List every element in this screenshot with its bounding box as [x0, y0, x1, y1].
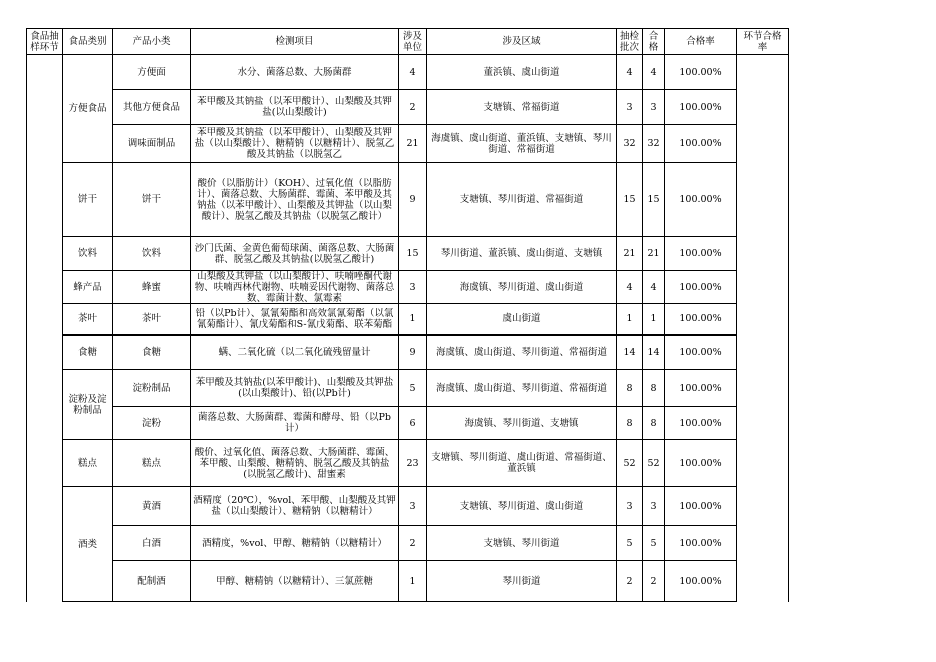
batches-cell: 4: [617, 55, 643, 90]
rate-cell: 100.00%: [665, 487, 737, 526]
rate-cell: 100.00%: [665, 55, 737, 90]
rate-cell: 100.00%: [665, 90, 737, 125]
items-text: 苯甲酸及其钠盐（以苯甲酸计）、山梨酸及其钾盐(以山梨酸计): [197, 96, 392, 118]
regions-cell: 琴川街道、董浜镇、虞山街道、支塘镇: [427, 237, 617, 271]
subcategory-cell: 饮料: [113, 237, 191, 271]
batches-cell: 1: [617, 304, 643, 335]
rate-cell: 100.00%: [665, 526, 737, 561]
subcategory-cell: 糕点: [113, 440, 191, 487]
table-row: [27, 561, 789, 602]
passed-cell: 52: [643, 440, 665, 487]
units-cell: 9: [399, 335, 427, 370]
rate-cell: 100.00%: [665, 370, 737, 407]
regions-cell: 琴川街道: [427, 561, 617, 602]
items-cell: [191, 90, 399, 125]
batches-cell: 15: [617, 163, 643, 237]
items-cell: 螨、二氧化硫（以二氧化硫残留量计: [191, 335, 399, 370]
items-cell: [191, 271, 399, 304]
items-text: 酸价（以脂肪计）（KOH）、过氧化值（以脂肪计）、菌落总数、大肠菌群、霉菌、苯甲酸及其钠盐（以苯甲酸计）、山梨酸及其钾盐（以山梨酸计）、脱氢乙酸及其钠盐（以脱氢乙酸计）: [197, 177, 392, 222]
table-row: [27, 370, 789, 407]
header-category: 食品类别: [63, 29, 113, 55]
units-cell: 6: [399, 407, 427, 440]
passed-cell: 4: [643, 271, 665, 304]
batches-cell: 3: [617, 487, 643, 526]
table-row: [27, 440, 789, 487]
subcategory-cell: 配制酒: [113, 561, 191, 602]
table-row: [27, 526, 789, 561]
passed-cell: 8: [643, 370, 665, 407]
units-cell: 23: [399, 440, 427, 487]
items-text: 铅（以Pb计）、氯氰菊酯和高效氯氰菊酯（以氯氰菊酯计）、氰戊菊酯和S-氰戊菊酯、联苯菊酯: [195, 307, 394, 330]
batches-cell: 5: [617, 526, 643, 561]
header-stage: 食品抽样环节: [27, 29, 63, 55]
units-cell: 21: [399, 125, 427, 163]
header-rate: 合格率: [665, 29, 737, 55]
header-subcategory: 产品小类: [113, 29, 191, 55]
subcategory-cell: 食糖: [113, 335, 191, 370]
passed-cell: 2: [643, 561, 665, 602]
regions-cell: 支塘镇、琴川街道、虞山街道: [427, 487, 617, 526]
rate-cell: 100.00%: [665, 561, 737, 602]
header-stage-rate: 环节合格率: [737, 29, 789, 55]
subcategory-cell: 饼干: [113, 163, 191, 237]
header-units: 涉及单位: [399, 29, 427, 55]
items-cell: [191, 163, 399, 237]
batches-cell: 4: [617, 271, 643, 304]
table-row: [27, 487, 789, 526]
passed-cell: 8: [643, 407, 665, 440]
items-text: 山梨酸及其钾盐（以山梨酸计）、呋喃唑酮代谢物、呋喃西林代谢物、呋喃妥因代谢物、菌落总数、霉菌计数、氯霉素: [194, 271, 395, 303]
category-cell: 食糖: [63, 335, 113, 370]
batches-cell: 8: [617, 407, 643, 440]
items-text: 苯甲酸及其钠盐（以苯甲酸计）、山梨酸及其钾盐（以山梨酸计）、糖精钠（以糖精计）、脱氢乙酸及其钠盐（以脱氢乙: [194, 127, 395, 160]
stage-cell: [27, 55, 63, 602]
batches-cell: 52: [617, 440, 643, 487]
units-cell: 15: [399, 237, 427, 271]
units-cell: 3: [399, 271, 427, 304]
subcategory-cell: 淀粉制品: [113, 370, 191, 407]
items-text: 酸价、过氧化值、菌落总数、大肠菌群、霉菌、苯甲酸、山梨酸、糖精钠、脱氢乙酸及其钠盐(以脱氢乙酸计)、甜蜜素: [194, 446, 395, 480]
table-row: [27, 237, 789, 271]
table-row: [27, 271, 789, 304]
items-text: 沙门氏菌、金黄色葡萄球菌、菌落总数、大肠菌群、脱氢乙酸及其钠盐(以脱氢乙酸计): [194, 242, 395, 265]
units-cell: 2: [399, 526, 427, 561]
table-row: [27, 55, 789, 90]
header-items: 检测项目: [191, 29, 399, 55]
category-cell: 淀粉及淀粉制品: [63, 370, 113, 440]
rate-cell: 100.00%: [665, 440, 737, 487]
units-cell: 3: [399, 487, 427, 526]
regions-cell: 海虞镇、琴川街道、虞山街道: [427, 271, 617, 304]
rate-cell: 100.00%: [665, 163, 737, 237]
header-passed: 合格: [643, 29, 665, 55]
batches-cell: 8: [617, 370, 643, 407]
regions-cell: 支塘镇、常福街道: [427, 90, 617, 125]
units-cell: 9: [399, 163, 427, 237]
rate-cell: 100.00%: [665, 125, 737, 163]
passed-cell: 15: [643, 163, 665, 237]
subcategory-cell: 白酒: [113, 526, 191, 561]
subcategory-cell: 茶叶: [113, 304, 191, 335]
items-text: 酒精度（20℃），%vol、苯甲酸、山梨酸及其钾盐（以山梨酸计）、糖精钠（以糖精计）: [193, 495, 396, 517]
rate-cell: 100.00%: [665, 407, 737, 440]
category-cell: 茶叶: [63, 304, 113, 335]
category-cell: 饼干: [63, 163, 113, 237]
units-cell: 5: [399, 370, 427, 407]
table-row: [27, 163, 789, 237]
batches-cell: 2: [617, 561, 643, 602]
units-cell: 1: [399, 561, 427, 602]
regions-cell: 董浜镇、虞山街道: [427, 55, 617, 90]
table-row: [27, 125, 789, 163]
items-cell: [191, 237, 399, 271]
regions-cell: 海虞镇、虞山街道、董浜镇、支塘镇、琴川街道、常福街道: [427, 125, 617, 163]
subcategory-cell: 黄酒: [113, 487, 191, 526]
batches-cell: 32: [617, 125, 643, 163]
regions-cell: 支塘镇、琴川街道: [427, 526, 617, 561]
table-row: [27, 304, 789, 335]
passed-cell: 1: [643, 304, 665, 335]
items-cell: 酒精度，%vol、甲醇、糖精钠（以糖精计）: [191, 526, 399, 561]
rate-cell: 100.00%: [665, 271, 737, 304]
passed-cell: 3: [643, 487, 665, 526]
table-row: [27, 335, 789, 370]
subcategory-cell: 蜂蜜: [113, 271, 191, 304]
inspection-table: [26, 28, 789, 602]
subcategory-cell: 其他方便食品: [113, 90, 191, 125]
header-regions: 涉及区域: [427, 29, 617, 55]
passed-cell: 4: [643, 55, 665, 90]
stage-rate-cell: [737, 55, 789, 602]
items-cell: [191, 487, 399, 526]
subcategory-cell: 调味面制品: [113, 125, 191, 163]
units-cell: 1: [399, 304, 427, 335]
batches-cell: 14: [617, 335, 643, 370]
units-cell: 2: [399, 90, 427, 125]
items-cell: [191, 304, 399, 335]
table-row: [27, 407, 789, 440]
rate-cell: 100.00%: [665, 237, 737, 271]
items-cell: [191, 440, 399, 487]
table-row: [27, 90, 789, 125]
header-batches: 抽检批次: [617, 29, 643, 55]
items-cell: 甲醇、糖精钠（以糖精计）、三氯蔗糖: [191, 561, 399, 602]
passed-cell: 5: [643, 526, 665, 561]
category-cell: 方便食品: [63, 55, 113, 163]
subcategory-cell: 方便面: [113, 55, 191, 90]
regions-cell: 海虞镇、琴川街道、支塘镇: [427, 407, 617, 440]
subcategory-cell: 淀粉: [113, 407, 191, 440]
regions-cell: 海虞镇、虞山街道、琴川街道、常福街道: [427, 370, 617, 407]
items-cell: 水分、菌落总数、大肠菌群: [191, 55, 399, 90]
batches-cell: 21: [617, 237, 643, 271]
regions-cell: 虞山街道: [427, 304, 617, 335]
regions-cell: 海虞镇、虞山街道、琴川街道、常福街道: [427, 335, 617, 370]
passed-cell: 21: [643, 237, 665, 271]
regions-cell: 支塘镇、琴川街道、虞山街道、常福街道、董浜镇: [427, 440, 617, 487]
items-cell: 菌落总数、大肠菌群、霉菌和酵母、铅（以Pb计）: [191, 407, 399, 440]
category-cell: 饮料: [63, 237, 113, 271]
category-cell: 酒类: [63, 487, 113, 602]
header-row: [27, 29, 789, 55]
rate-cell: 100.00%: [665, 304, 737, 335]
rate-cell: 100.00%: [665, 335, 737, 370]
items-cell: [191, 125, 399, 163]
units-cell: 4: [399, 55, 427, 90]
passed-cell: 14: [643, 335, 665, 370]
batches-cell: 3: [617, 90, 643, 125]
passed-cell: 32: [643, 125, 665, 163]
passed-cell: 3: [643, 90, 665, 125]
category-cell: 蜂产品: [63, 271, 113, 304]
items-cell: 苯甲酸及其钠盐(以苯甲酸计)、山梨酸及其钾盐(以山梨酸计)、铅(以Pb计): [191, 370, 399, 407]
regions-cell: 支塘镇、琴川街道、常福街道: [427, 163, 617, 237]
category-cell: 糕点: [63, 440, 113, 487]
